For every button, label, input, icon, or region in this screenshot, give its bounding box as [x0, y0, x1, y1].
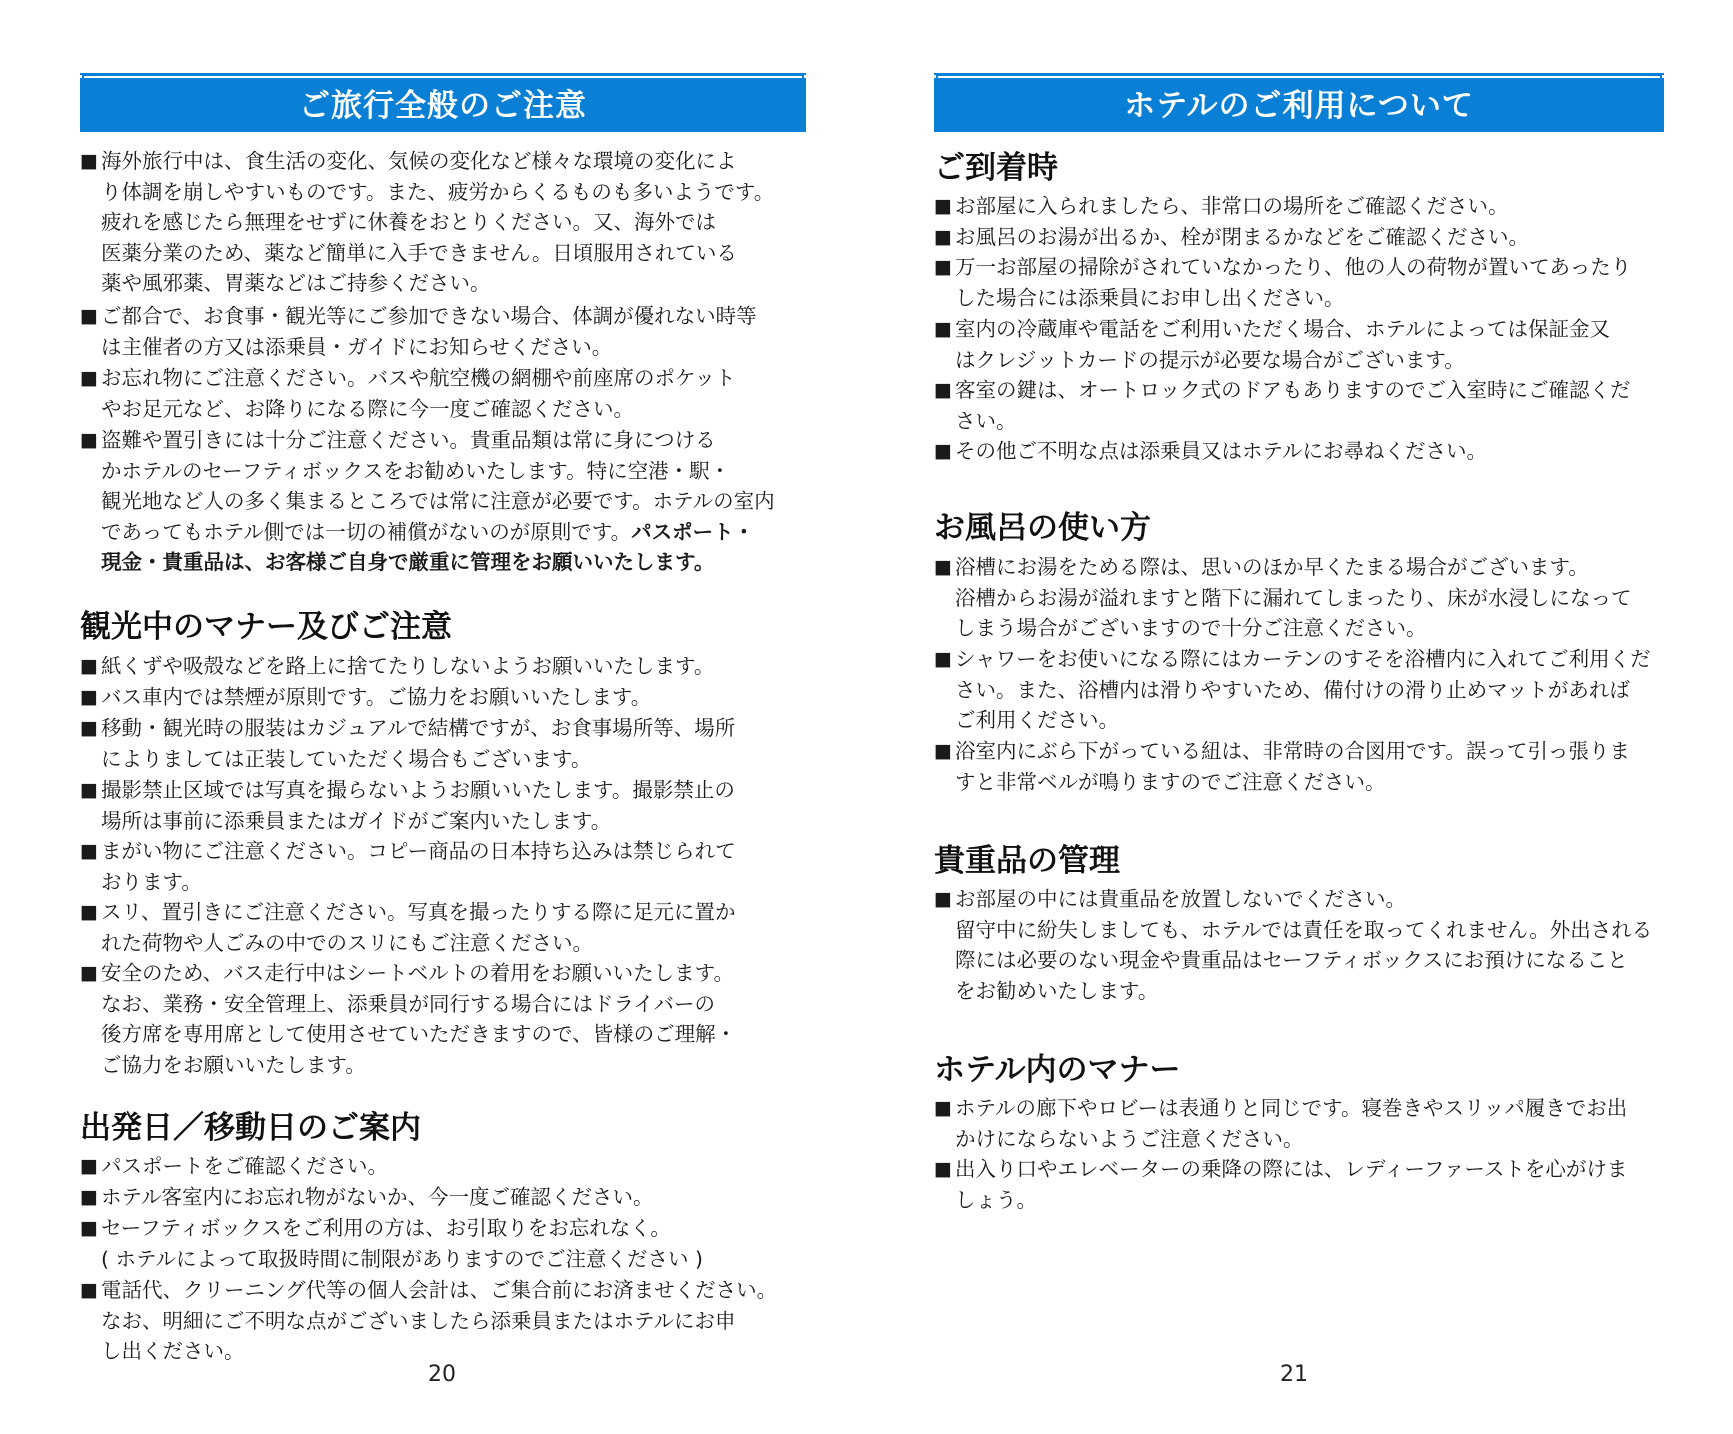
- bullet-square: ■: [80, 150, 98, 172]
- item-text: 安全のため、バス走行中はシートベルトの着用をお願いいたします。 なお、業務・安全管理上、添乗員が同行する場合にはドライバーの 後方席を専用席として使用させていただきますので、皆様のご理解・ ご協力をお願いいたします。: [101, 961, 737, 1077]
- bullet-square: ■: [934, 556, 952, 578]
- bullet-square: ■: [80, 655, 98, 677]
- item-text: その他ご不明な点は添乗員又はホテルにお尋ねください。: [955, 439, 1487, 463]
- banner-hotel-usage: ホテルのご利用について: [934, 78, 1664, 132]
- bullet-square: ■: [80, 901, 98, 923]
- list-item: [80, 1275, 806, 1367]
- list-item: [80, 836, 806, 897]
- section-title-valuables: 貴重品の管理: [934, 843, 1120, 879]
- item-text: 海外旅行中は、食生活の変化、気候の変化など様々な環境の変化によ り体調を崩しやすいものです。また、疲労からくるものも多いようです。 疲れを感じたら無理をせずに休養をおとりください。又、海外では 医薬分業のため、薬など簡単に入手できません。日頃服用されている 薬や風邪薬、胃薬などはご持参ください。: [101, 149, 775, 295]
- section-title-bath: お風呂の使い方: [934, 510, 1151, 546]
- list-item: [934, 314, 1664, 375]
- item-text: シャワーをお使いになる際にはカーテンのすそを浴槽内に入れてご利用くだ さい。また、浴槽内は滑りやすいため、備付けの滑り止めマットがあれば ご利用ください。: [955, 647, 1651, 732]
- item-text: お風呂のお湯が出るか、栓が閉まるかなどをご確認ください。: [955, 225, 1529, 249]
- list-item: [934, 736, 1664, 797]
- bullet-square: ■: [934, 379, 952, 401]
- item-text: パスポートをご確認ください。: [101, 1154, 388, 1178]
- list-item: [934, 644, 1664, 736]
- bullet-square: ■: [80, 779, 98, 801]
- list-item: [80, 1151, 806, 1182]
- page-number: 21: [1280, 1362, 1308, 1387]
- item-text: お部屋に入られましたら、非常口の場所をご確認ください。: [955, 194, 1509, 218]
- item-text: 盗難や置引きには十分ご注意ください。貴重品類は常に身につける かホテルのセーフティボックスをお勧めいたします。特に空港・駅・ 観光地など人の多く集まるところでは常に注意が必要です。ホテルの室内 であってもホテル側では一切の補償がないのが原則です。: [101, 428, 775, 544]
- list-item: [934, 552, 1664, 644]
- bullet-square: ■: [80, 305, 98, 327]
- bullet-square: ■: [934, 440, 952, 462]
- bullet-square: ■: [80, 1155, 98, 1177]
- item-text: 紙くずや吸殻などを路上に捨てたりしないようお願いいたします。: [101, 654, 715, 678]
- bullet-square: ■: [80, 1217, 98, 1239]
- list-item: [934, 191, 1664, 222]
- item-text: バス車内では禁煙が原則です。ご協力をお願いいたします。: [101, 685, 652, 709]
- list-item: [934, 375, 1664, 436]
- section-title-hotel-manners: ホテル内のマナー: [934, 1052, 1181, 1088]
- bullet-square: ■: [934, 740, 952, 762]
- item-text: まがい物にご注意ください。コピー商品の日本持ち込みは禁じられて おります。: [101, 839, 736, 894]
- list-item: [80, 363, 806, 424]
- list-item: [80, 713, 806, 774]
- item-text: 客室の鍵は、オートロック式のドアもありますのでご入室時にご確認くだ さい。: [955, 378, 1631, 433]
- bullet-square: ■: [80, 840, 98, 862]
- item-text: ホテル客室内にお忘れ物がないか、今一度ご確認ください。: [101, 1185, 654, 1209]
- list-item: [934, 1154, 1664, 1215]
- item-text: 撮影禁止区域では写真を撮らないようお願いいたします。撮影禁止の 場所は事前に添乗員またはガイドがご案内いたします。: [101, 778, 735, 833]
- list-item: [934, 1093, 1664, 1154]
- bullet-square: ■: [80, 367, 98, 389]
- item-text: ご都合で、お食事・観光等にご参加できない場合、体調が優れない時等 は主催者の方又は添乗員・ガイドにお知らせください。: [101, 304, 757, 359]
- item-text: セーフティボックスをご利用の方は、お引取りをお忘れなく。 ( ホテルによって取扱時間に制限がありますのでご注意ください ): [101, 1216, 704, 1271]
- list-item: [80, 425, 806, 578]
- section-title-arrival: ご到着時: [934, 150, 1058, 186]
- item-text: 室内の冷蔵庫や電話をご利用いただく場合、ホテルによっては保証金又 はクレジットカードの提示が必要な場合がございます。: [955, 317, 1610, 372]
- list-item: [80, 651, 806, 682]
- bullet-square: ■: [80, 717, 98, 739]
- bullet-square: ■: [934, 1158, 952, 1180]
- item-text: ホテルの廊下やロビーは表通りと同じです。寝巻きやスリッパ履きでお出 かけにならないようご注意ください。: [955, 1096, 1628, 1151]
- list-item: [80, 775, 806, 836]
- bullet-square: ■: [934, 256, 952, 278]
- bullet-square: ■: [934, 888, 952, 910]
- list-item: [80, 1213, 806, 1274]
- bullet-square: ■: [80, 1186, 98, 1208]
- item-text: 浴槽にお湯をためる際は、思いのほか早くたまる場合がございます。 浴槽からお湯が溢れますと階下に漏れてしまったり、床が水浸しになって しまう場合がございますので十分ご注意ください。: [955, 555, 1632, 640]
- item-text: 移動・観光時の服装はカジュアルで結構ですが、お食事場所等、場所 によりましては正装していただく場合もございます。: [101, 716, 736, 771]
- item-text: 浴室内にぶら下がっている紐は、非常時の合図用です。誤って引っ張りま すと非常ベルが鳴りますのでご注意ください。: [955, 739, 1630, 794]
- bullet-square: ■: [80, 962, 98, 984]
- bullet-square: ■: [80, 686, 98, 708]
- item-text: スリ、置引きにご注意ください。写真を撮ったりする際に足元に置か れた荷物や人ごみの中でのスリにもご注意ください。: [101, 900, 736, 955]
- list-item: [934, 884, 1664, 1006]
- item-text: 電話代、クリーニング代等の個人会計は、ご集合前にお済ませください。 なお、明細にご不明な点がございましたら添乗員またはホテルにお申 し出ください。: [101, 1278, 778, 1363]
- bullet-square: ■: [934, 195, 952, 217]
- list-item: [80, 897, 806, 958]
- list-item: [80, 958, 806, 1080]
- item-text: 万一お部屋の掃除がされていなかったり、他の人の荷物が置いてあったり した場合には添乗員にお申し出ください。: [955, 255, 1632, 310]
- bullet-square: ■: [80, 1279, 98, 1301]
- list-item: [80, 682, 806, 713]
- item-text: お忘れ物にご注意ください。バスや航空機の網棚や前座席のポケット やお足元など、お降りになる際に今一度ご確認ください。: [101, 366, 736, 421]
- list-item: [80, 1182, 806, 1213]
- section-title-manners: 観光中のマナー及びご注意: [80, 609, 452, 645]
- banner-travel-general: ご旅行全般のご注意: [80, 78, 806, 132]
- list-item: [934, 252, 1664, 313]
- section-title-departure: 出発日／移動日のご案内: [80, 1110, 421, 1146]
- list-item: [80, 301, 806, 362]
- list-item: [934, 436, 1664, 467]
- bullet-square: ■: [934, 226, 952, 248]
- bullet-square: ■: [934, 318, 952, 340]
- bullet-square: ■: [80, 429, 98, 451]
- item-text: お部屋の中には貴重品を放置しないでください。 留守中に紛失しましても、ホテルでは責任を取ってくれません。外出される 際には必要のない現金や貴重品はセーフティボックスにお預けになること をお勧めいたします。: [955, 887, 1653, 1003]
- bullet-square: ■: [934, 1097, 952, 1119]
- page-number: 20: [428, 1362, 456, 1387]
- list-item: [934, 222, 1664, 253]
- item-text-emphasis: パスポート・ 現金・貴重品は、お客様ご自身で厳重に管理をお願いいたします。: [101, 519, 755, 574]
- bullet-square: ■: [934, 648, 952, 670]
- item-text: 出入り口やエレベーターの乗降の際には、レディーファーストを心がけま しょう。: [955, 1157, 1628, 1212]
- list-item: [80, 146, 806, 299]
